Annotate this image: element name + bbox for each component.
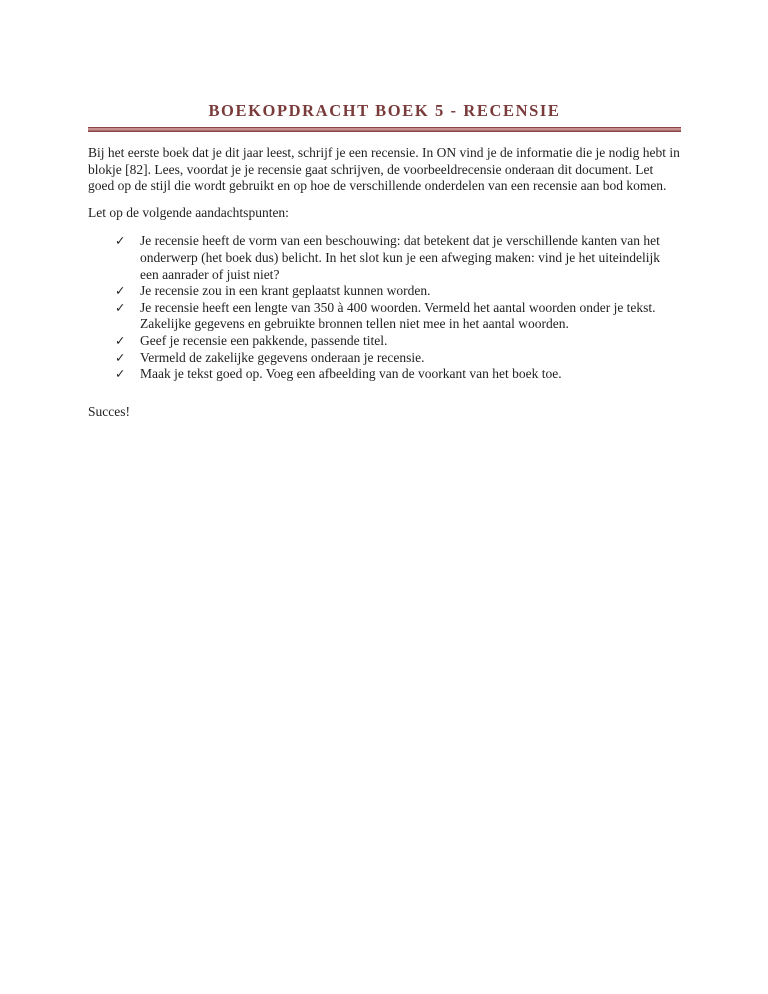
check-icon: ✓ (115, 233, 126, 249)
checklist-intro: Let op de volgende aandachtspunten: (88, 204, 289, 220)
checklist-item-text: Maak je tekst goed op. Voeg een afbeelding van de voorkant van het boek toe. (140, 366, 562, 382)
checklist (88, 233, 681, 382)
check-icon: ✓ (115, 332, 126, 348)
document-title: BOEKOPDRACHT BOEK 5 - RECENSIE (208, 101, 561, 120)
closing-text: Succes! (88, 403, 130, 419)
checklist-item (88, 300, 681, 333)
intro-paragraph: Bij het eerste boek dat je dit jaar leest, schrijf je een recensie. In ON vind je de informatie die je nodig hebt in blokje [82]. Lees, voordat je je recensie gaat schrijven, de voorbeeldrecensie onderaan dit document. Let goed op de stijl die wordt gebruikt en op hoe de verschillende onderdelen van een recensie aan bod komen. (88, 145, 680, 194)
check-icon: ✓ (115, 366, 126, 382)
checklist-item-text: Je recensie heeft een lengte van 350 à 400 woorden. Vermeld het aantal woorden onder je tekst. Zakelijke gegevens en gebruikte bronnen tellen niet mee in het aantal woorden. (140, 299, 656, 332)
title-underline-rule (88, 127, 681, 132)
check-icon: ✓ (115, 299, 126, 315)
checklist-item-text: Je recensie zou in een krant geplaatst kunnen worden. (140, 283, 431, 299)
checklist-item-text: Vermeld de zakelijke gegevens onderaan je recensie. (140, 349, 425, 365)
checklist-item-text: Je recensie heeft de vorm van een beschouwing: dat betekent dat je verschillende kanten van het onderwerp (het boek dus) belicht. In het slot kun je een afweging maken: vind je het uiteindelijk een aanrader of juist niet? (140, 233, 660, 282)
checklist-item-text: Geef je recensie een pakkende, passende titel. (140, 332, 388, 348)
checklist-item (88, 333, 681, 350)
check-icon: ✓ (115, 349, 126, 365)
checklist-item (88, 350, 681, 367)
checklist-item (88, 283, 681, 300)
document-content (0, 0, 768, 420)
checklist-item (88, 366, 681, 383)
checklist-item (88, 233, 681, 283)
check-icon: ✓ (115, 283, 126, 299)
